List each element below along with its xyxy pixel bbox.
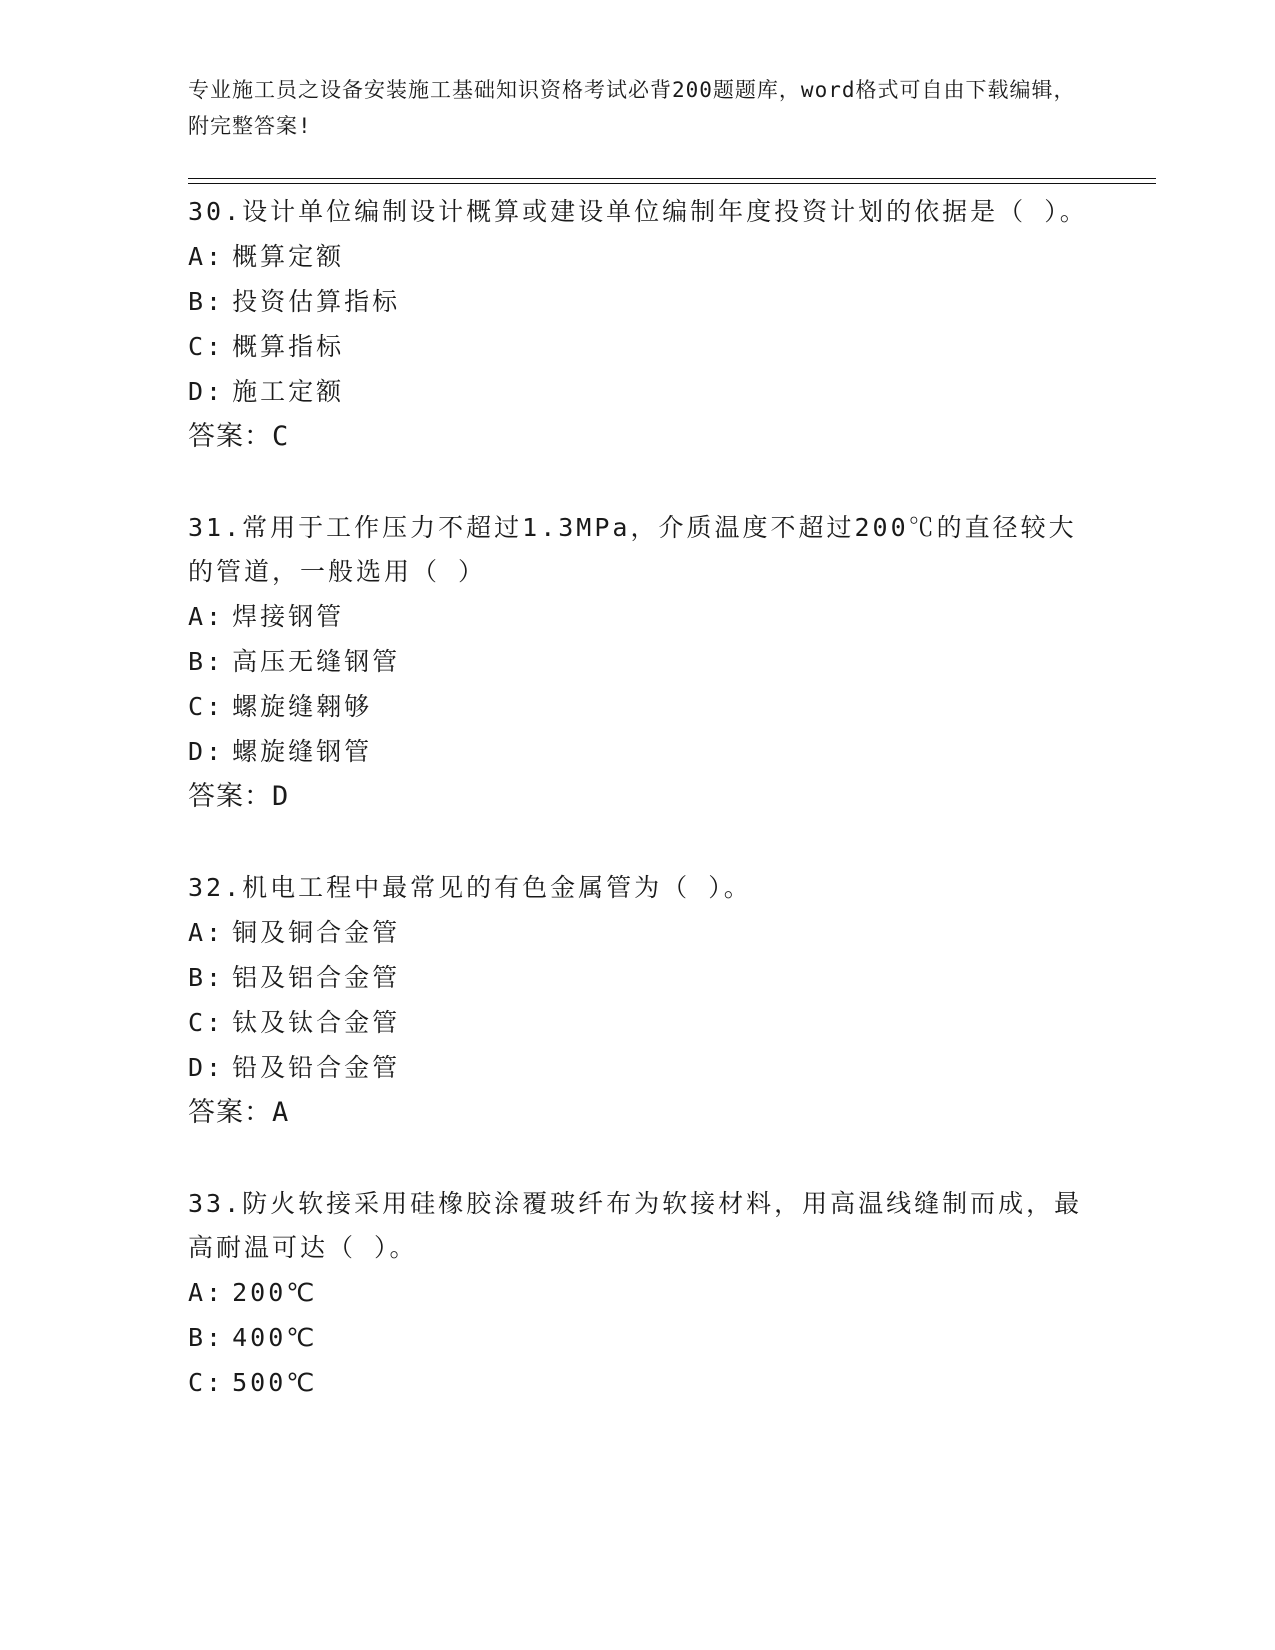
option-c [188,1000,1088,1045]
option-text: 400℃ [232,1323,318,1352]
option-d [188,729,1088,774]
option-text: 螺旋缝钢管 [232,737,373,766]
question-text: 30.设计单位编制设计概算或建设单位编制年度投资计划的依据是（ ）。 [188,197,1088,226]
option-text: 500℃ [232,1368,318,1397]
option-text: 螺旋缝翱够 [232,692,373,721]
option-b [188,955,1088,1000]
option-text: 铝及铝合金管 [232,963,401,992]
option-text: 200℃ [232,1278,318,1307]
option-key: A: [188,918,225,947]
option-c [188,324,1088,369]
option-c [188,1360,1088,1405]
question-text: 31.常用于工作压力不超过1.3MPa，介质温度不超过200℃的直径较大的管道，一般选用（ ） [188,513,1077,586]
option-a [188,594,1088,639]
option-text: 高压无缝钢管 [232,647,401,676]
option-b [188,279,1088,324]
option-key: B: [188,647,225,676]
header-divider-bottom [188,183,1156,184]
option-a [188,234,1088,279]
answer-label: 答案：C [188,421,290,452]
option-key: B: [188,1323,225,1352]
question-30 [188,190,1088,460]
option-key: B: [188,287,225,316]
question-31 [188,506,1088,820]
option-text: 铜及铜合金管 [232,918,401,947]
option-d [188,369,1088,414]
option-key: D: [188,737,225,766]
option-a [188,910,1088,955]
option-key: A: [188,242,225,271]
question-text: 33.防火软接采用硅橡胶涂覆玻纤布为软接材料，用高温线缝制而成，最高耐温可达（ ）。 [188,1189,1083,1262]
option-key: C: [188,692,225,721]
option-text: 概算指标 [232,332,345,361]
option-text: 焊接钢管 [232,602,345,631]
option-text: 铅及铅合金管 [232,1053,401,1082]
question-list [188,190,1088,1451]
option-d [188,1045,1088,1090]
answer-label: 答案：A [188,1097,290,1128]
option-key: A: [188,602,225,631]
document-intro: 专业施工员之设备安装施工基础知识资格考试必背200题题库，word格式可自由下载编辑，附完整答案! [188,78,1076,138]
option-key: D: [188,1053,225,1082]
option-b [188,1315,1088,1360]
option-key: D: [188,377,225,406]
question-text: 32.机电工程中最常见的有色金属管为（ ）。 [188,873,752,902]
option-c [188,684,1088,729]
option-key: C: [188,1008,225,1037]
header-divider-top [188,178,1156,179]
option-text: 施工定额 [232,377,345,406]
option-text: 概算定额 [232,242,345,271]
option-text: 钛及钛合金管 [232,1008,401,1037]
option-key: C: [188,332,225,361]
option-key: A: [188,1278,225,1307]
question-33 [188,1182,1088,1405]
option-key: B: [188,963,225,992]
option-text: 投资估算指标 [232,287,401,316]
option-a [188,1270,1088,1315]
option-b [188,639,1088,684]
question-32 [188,866,1088,1136]
answer-label: 答案：D [188,781,290,812]
option-key: C: [188,1368,225,1397]
